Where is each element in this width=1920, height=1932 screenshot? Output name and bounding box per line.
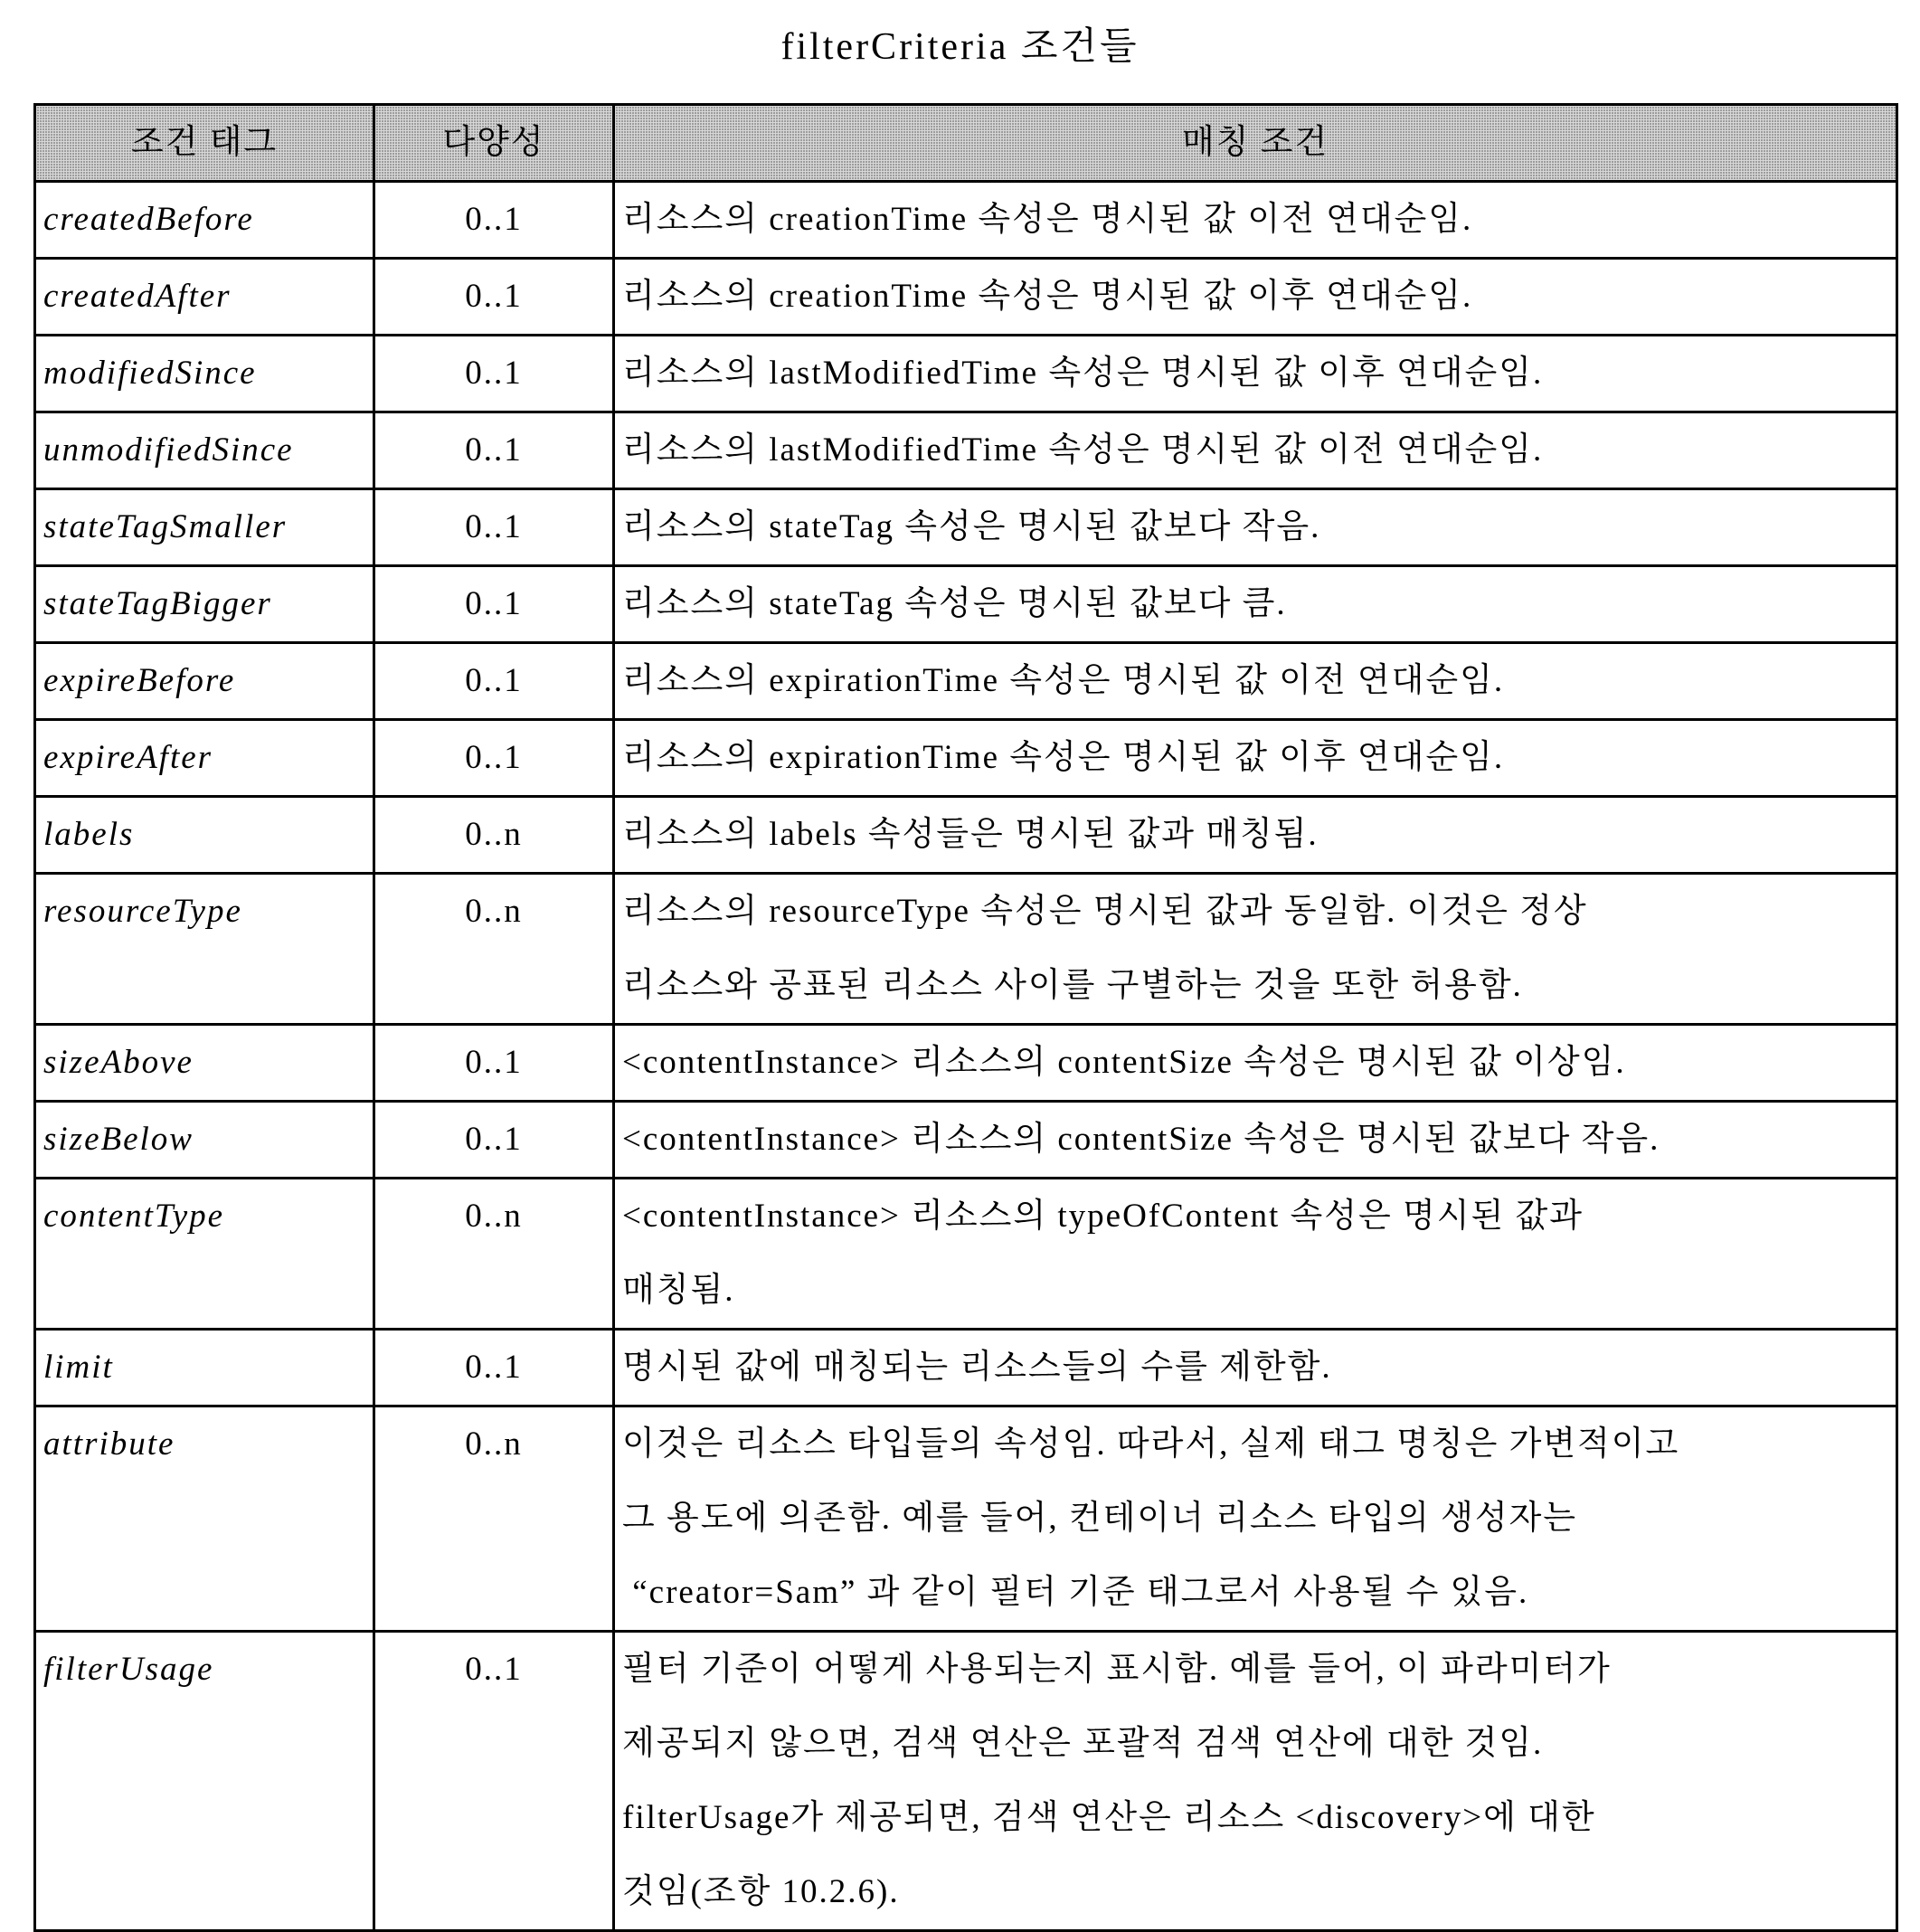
condition-tag-cell: filterUsage xyxy=(35,1632,374,1931)
condition-line: 리소스의 lastModifiedTime 속성은 명시된 값 이전 연대순임. xyxy=(622,413,1888,488)
condition-tag-cell: sizeAbove xyxy=(35,1025,374,1102)
condition-tag-cell: labels xyxy=(35,797,374,874)
multiplicity-cell: 0..1 xyxy=(374,720,614,797)
matching-condition-cell xyxy=(614,566,1897,643)
table-row xyxy=(35,1025,1897,1102)
condition-tag-cell: createdAfter xyxy=(35,259,374,336)
multiplicity-cell: 0..n xyxy=(374,1179,614,1330)
condition-line: filterUsage가 제공되면, 검색 연산은 리소스 <discovery>에 대한 xyxy=(622,1781,1888,1855)
condition-tag-cell: resourceType xyxy=(35,874,374,1025)
matching-condition-cell xyxy=(614,1632,1897,1931)
matching-condition-cell xyxy=(614,182,1897,259)
matching-condition-cell xyxy=(614,720,1897,797)
table-row xyxy=(35,489,1897,566)
table-row xyxy=(35,643,1897,720)
condition-line: <contentInstance> 리소스의 contentSize 속성은 명시된 값 이상임. xyxy=(622,1026,1888,1100)
multiplicity-cell: 0..1 xyxy=(374,336,614,412)
multiplicity-cell: 0..1 xyxy=(374,1632,614,1931)
table-row xyxy=(35,874,1897,1025)
multiplicity-cell: 0..1 xyxy=(374,643,614,720)
matching-condition-cell xyxy=(614,874,1897,1025)
condition-tag-cell: modifiedSince xyxy=(35,336,374,412)
header-condition-tag: 조건 태그 xyxy=(35,105,374,182)
condition-tag-cell: unmodifiedSince xyxy=(35,412,374,489)
table-title: filterCriteria 조건들 xyxy=(0,16,1920,71)
table-row xyxy=(35,336,1897,412)
multiplicity-cell: 0..1 xyxy=(374,566,614,643)
condition-line: 리소스의 resourceType 속성은 명시된 값과 동일함. 이것은 정상 xyxy=(622,875,1888,949)
table-row xyxy=(35,1632,1897,1931)
condition-line: 리소스의 creationTime 속성은 명시된 값 이전 연대순임. xyxy=(622,183,1888,257)
condition-line: 제공되지 않으면, 검색 연산은 포괄적 검색 연산에 대한 것임. xyxy=(622,1707,1888,1781)
condition-tag-cell: limit xyxy=(35,1330,374,1406)
condition-tag-cell: expireBefore xyxy=(35,643,374,720)
condition-line: 리소스의 expirationTime 속성은 명시된 값 이전 연대순임. xyxy=(622,644,1888,718)
matching-condition-cell xyxy=(614,412,1897,489)
matching-condition-cell xyxy=(614,259,1897,336)
table-row xyxy=(35,566,1897,643)
header-matching-condition: 매칭 조건 xyxy=(614,105,1897,182)
condition-line: <contentInstance> 리소스의 contentSize 속성은 명시된 값보다 작음. xyxy=(622,1103,1888,1177)
condition-line: 리소스의 expirationTime 속성은 명시된 값 이후 연대순임. xyxy=(622,721,1888,795)
matching-condition-cell xyxy=(614,1102,1897,1179)
condition-tag-cell: contentType xyxy=(35,1179,374,1330)
table-row xyxy=(35,259,1897,336)
condition-line: 필터 기준이 어떻게 사용되는지 표시함. 예를 들어, 이 파라미터가 xyxy=(622,1633,1888,1707)
matching-condition-cell xyxy=(614,797,1897,874)
condition-line: 명시된 값에 매칭되는 리소스들의 수를 제한함. xyxy=(622,1331,1888,1405)
multiplicity-cell: 0..1 xyxy=(374,259,614,336)
condition-line: 매칭됨. xyxy=(622,1254,1888,1328)
matching-condition-cell xyxy=(614,1179,1897,1330)
condition-line: 리소스와 공표된 리소스 사이를 구별하는 것을 또한 허용함. xyxy=(622,949,1888,1023)
matching-condition-cell xyxy=(614,643,1897,720)
header-multiplicity: 다양성 xyxy=(374,105,614,182)
multiplicity-cell: 0..n xyxy=(374,874,614,1025)
condition-line: 것임(조항 10.2.6). xyxy=(622,1855,1888,1929)
condition-tag-cell: expireAfter xyxy=(35,720,374,797)
condition-tag-cell: sizeBelow xyxy=(35,1102,374,1179)
table-row xyxy=(35,797,1897,874)
condition-tag-cell: attribute xyxy=(35,1406,374,1632)
multiplicity-cell: 0..1 xyxy=(374,489,614,566)
matching-condition-cell xyxy=(614,336,1897,412)
condition-line: “creator=Sam” 과 같이 필터 기준 태그로서 사용될 수 있음. xyxy=(622,1556,1888,1630)
condition-tag-cell: stateTagSmaller xyxy=(35,489,374,566)
table-row xyxy=(35,720,1897,797)
header-row xyxy=(35,105,1897,182)
condition-line: 이것은 리소스 타입들의 속성임. 따라서, 실제 태그 명칭은 가변적이고 xyxy=(622,1407,1888,1482)
condition-tag-cell: createdBefore xyxy=(35,182,374,259)
condition-line: <contentInstance> 리소스의 typeOfContent 속성은 명시된 값과 xyxy=(622,1179,1888,1254)
table-row xyxy=(35,182,1897,259)
condition-line: 리소스의 labels 속성들은 명시된 값과 매칭됨. xyxy=(622,798,1888,872)
table-row xyxy=(35,1102,1897,1179)
multiplicity-cell: 0..n xyxy=(374,1406,614,1632)
condition-line: 리소스의 lastModifiedTime 속성은 명시된 값 이후 연대순임. xyxy=(622,336,1888,411)
matching-condition-cell xyxy=(614,1025,1897,1102)
multiplicity-cell: 0..1 xyxy=(374,1102,614,1179)
condition-line: 그 용도에 의존함. 예를 들어, 컨테이너 리소스 타입의 생성자는 xyxy=(622,1482,1888,1556)
condition-line: 리소스의 stateTag 속성은 명시된 값보다 작음. xyxy=(622,490,1888,564)
multiplicity-cell: 0..1 xyxy=(374,1330,614,1406)
matching-condition-cell xyxy=(614,489,1897,566)
table-row xyxy=(35,412,1897,489)
condition-tag-cell: stateTagBigger xyxy=(35,566,374,643)
multiplicity-cell: 0..n xyxy=(374,797,614,874)
multiplicity-cell: 0..1 xyxy=(374,412,614,489)
matching-condition-cell xyxy=(614,1330,1897,1406)
condition-line: 리소스의 creationTime 속성은 명시된 값 이후 연대순임. xyxy=(622,260,1888,334)
table-row xyxy=(35,1406,1897,1632)
condition-line: 리소스의 stateTag 속성은 명시된 값보다 큼. xyxy=(622,567,1888,641)
matching-condition-cell xyxy=(614,1406,1897,1632)
multiplicity-cell: 0..1 xyxy=(374,1025,614,1102)
multiplicity-cell: 0..1 xyxy=(374,182,614,259)
filter-criteria-table xyxy=(33,103,1898,1932)
table-row xyxy=(35,1330,1897,1406)
table-row xyxy=(35,1179,1897,1330)
